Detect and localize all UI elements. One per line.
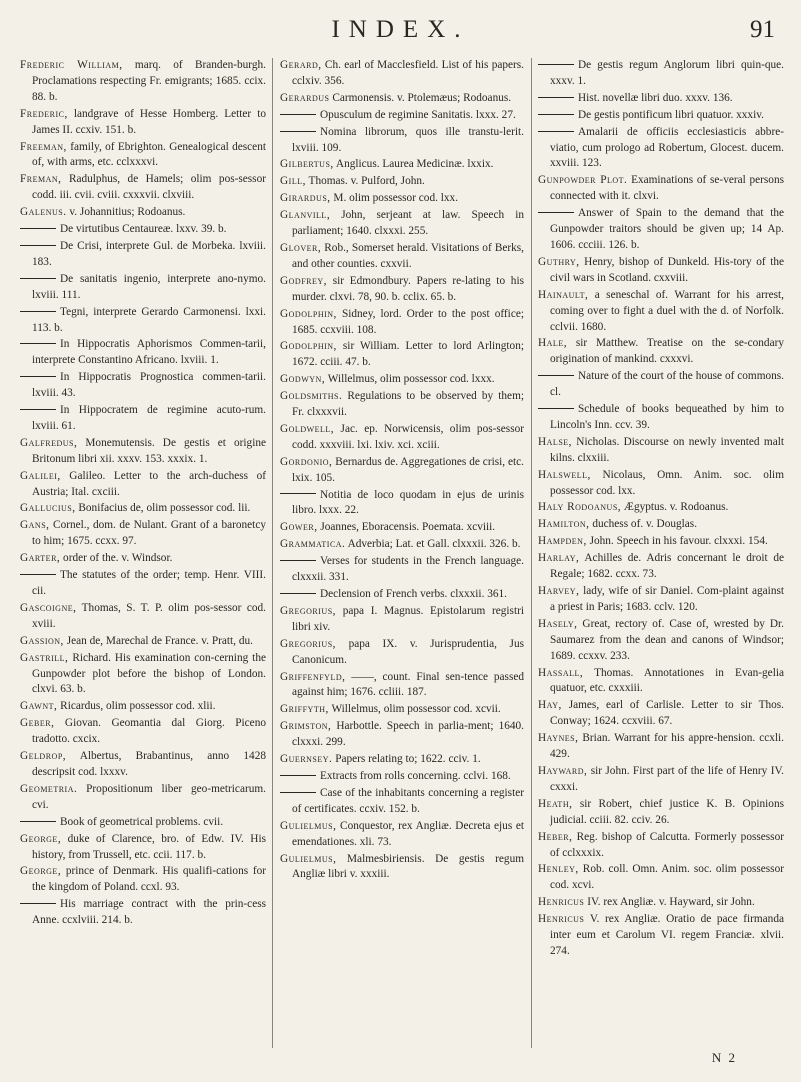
entry-heading: Gastrill,: [20, 651, 69, 664]
entry-heading: Griffyth,: [280, 703, 329, 716]
entry-heading: Gassion,: [20, 634, 64, 647]
ditto-dash: [538, 375, 574, 376]
entry-heading: Girardus,: [280, 192, 331, 205]
entry-heading: George,: [20, 865, 62, 878]
index-entry: [280, 274, 524, 306]
index-column-left: [20, 58, 266, 1048]
entry-text: James, earl of Carlisle. Letter to sir Thos. Conway; 1624. ccxviii. 67.: [550, 699, 784, 728]
entry-heading: Godolphin,: [280, 340, 337, 353]
index-entry: [280, 537, 524, 553]
ditto-dash: [280, 131, 316, 132]
entry-heading: Galilei,: [20, 469, 61, 482]
entry-heading: Geber,: [20, 717, 55, 730]
entry-text: Giovan. Geomantia dal Giorg. Piceno tradotto. cxcix.: [32, 717, 266, 746]
entry-text: Willelmus, olim possessor cod. xcvii.: [328, 703, 501, 716]
index-entry: [20, 518, 266, 550]
index-entry: [538, 255, 784, 287]
entry-heading: Gower,: [280, 521, 318, 534]
entry-text: Sidney, lord. Order to the post office; 1685. ccxviii. 108.: [292, 307, 524, 336]
entry-text: Carmonensis. v. Ptolemæus; Rodoanus.: [329, 91, 512, 104]
index-entry: [20, 716, 266, 748]
entry-text: Nature of the court of the house of commons. cl.: [550, 370, 784, 399]
index-entry: [20, 403, 266, 435]
index-entry: [20, 501, 266, 517]
entry-text: V. rex Angliæ. Oratio de pace firmanda inter eum et Carolum VI. regem Franciæ. xlvii. 274.: [550, 913, 784, 957]
entry-heading: Gill,: [280, 175, 306, 188]
entry-text: De virtutibus Centaureæ. lxxv. 39. b.: [60, 223, 227, 236]
entry-heading: Galfredus,: [20, 436, 78, 449]
entry-heading: Gascoigne,: [20, 601, 77, 614]
index-entry: [280, 637, 524, 669]
entry-heading: Godwyn,: [280, 373, 326, 386]
entry-text: Book of geometrical problems. cvii.: [60, 815, 224, 828]
entry-heading: Gulielmus,: [280, 819, 337, 832]
entry-heading: Goldsmiths.: [280, 390, 343, 403]
index-entry: [280, 208, 524, 240]
ditto-dash: [280, 775, 316, 776]
entry-text: sir Robert, chief justice K. B. Opinions judicial. cciii. 82. cciv. 26.: [550, 797, 784, 826]
entry-text: Albertus, Brabantinus, anno 1428 descripsit cod. lxxxv.: [32, 750, 266, 778]
entry-text: Answer of Spain to the demand that the Gunpowder traitors should be given up; 14 Ap. 1606. ccciii. 126. b.: [550, 207, 784, 251]
entry-heading: Henley,: [538, 863, 579, 876]
index-entry: [20, 272, 266, 304]
index-entry: [20, 305, 266, 337]
index-entry: [20, 239, 266, 271]
entry-text: v. Johannitius; Rodoanus.: [66, 206, 186, 219]
entry-text: marq. of Branden-burgh. Proclamations respecting Fr. emigrants; 1685. ccix. 88. b.: [32, 59, 266, 103]
page-number: 91: [750, 16, 775, 43]
entry-text: In Hippocratis Prognostica commen-tarii. lxviii. 43.: [32, 371, 266, 400]
entry-heading: Gans,: [20, 519, 50, 532]
index-entry: [538, 666, 784, 698]
entry-heading: Hassall,: [538, 666, 584, 679]
entry-heading: Gawnt,: [20, 700, 58, 713]
ditto-dash: [20, 821, 56, 822]
entry-text: Propositionum liber geo-metricarum. cvi.: [32, 782, 266, 811]
entry-text: Schedule of books bequeathed by him to Lincoln's Inn. ccv. 39.: [550, 403, 784, 431]
entry-heading: Gordonio,: [280, 455, 333, 468]
entry-text: Joannes, Eboracensis. Poemata. xcviii.: [317, 521, 496, 534]
index-entry: [20, 337, 266, 369]
entry-heading: Henricus: [538, 913, 585, 926]
index-entry: [280, 422, 524, 454]
index-entry: [20, 222, 266, 238]
entry-text: IV. rex Angliæ. v. Hayward, sir John.: [584, 896, 755, 909]
index-entry: [280, 719, 524, 751]
entry-text: Conquestor, rex Angliæ. Decreta ejus et emendationes. xli. 73.: [292, 819, 524, 848]
index-entry: [20, 864, 266, 896]
signature-mark: N 2: [711, 1050, 737, 1065]
entry-text: Cornel., dom. de Nulant. Grant of a baronetcy to him; 1675. ccxx. 97.: [32, 519, 266, 548]
entry-text: papa I. Magnus. Epistolarum registri libri xiv.: [292, 604, 524, 633]
ditto-dash: [20, 343, 56, 344]
entry-heading: Gunpowder Plot.: [538, 174, 628, 187]
index-entry: [20, 107, 266, 139]
entry-heading: Hamilton,: [538, 518, 590, 531]
index-entry: [280, 852, 524, 884]
entry-heading: Griffenfyld,: [280, 670, 346, 683]
entry-text: Amalarii de officiis ecclesiasticis abbre-viatio, cum prologo ad Robertum, Glocest. ducem. xxviii. 123.: [550, 125, 784, 170]
index-entry: [280, 554, 524, 586]
index-entry: [20, 634, 266, 650]
entry-text: Brian. Warrant for his appre-hension. ccxli. 429.: [550, 732, 784, 761]
index-entry: [280, 125, 524, 157]
entry-text: Nicholas. Discourse on newly invented malt kilns. clxxiii.: [550, 435, 784, 464]
ditto-dash: [538, 212, 574, 213]
index-entry: [20, 140, 266, 172]
entry-heading: Hampden,: [538, 535, 587, 548]
entry-text: De sanitatis ingenio, interprete ano-nymo. lxviii. 111.: [32, 272, 266, 301]
entry-heading: Guernsey.: [280, 753, 333, 766]
index-entry: [538, 288, 784, 336]
index-entry: [280, 455, 524, 487]
ditto-dash: [280, 593, 316, 594]
index-entry: [538, 764, 784, 796]
index-entry: [280, 307, 524, 339]
entry-text: sir William. Letter to lord Arlington; 1672. cciii. 47. b.: [292, 340, 524, 369]
entry-text: Reg. bishop of Calcutta. Formerly possessor of cclxxxix.: [550, 830, 784, 859]
entry-text: Hist. novellæ libri duo. xxxv. 136.: [578, 91, 733, 104]
index-entry: [538, 534, 784, 550]
index-entry: [280, 520, 524, 536]
entry-text: In Hippocratis Aphorismos Commen-tarii, interprete Constantino Africano. lxviii. 1.: [32, 338, 266, 367]
index-entry: [280, 389, 524, 421]
entry-heading: Freman,: [20, 173, 62, 186]
index-entry: [280, 58, 524, 90]
entry-text: ——, count. Final sen-tence passed against him; 1676. ccliii. 187.: [292, 670, 524, 699]
entry-heading: Hainault,: [538, 288, 589, 301]
index-entry: [20, 568, 266, 600]
entry-heading: Hale,: [538, 337, 568, 350]
index-entry: [538, 336, 784, 368]
index-entry: [280, 241, 524, 273]
entry-heading: Glover,: [280, 241, 322, 254]
entry-heading: Haly Rodoanus,: [538, 501, 622, 514]
ditto-dash: [20, 903, 56, 904]
entry-text: Jean de, Marechal de France. v. Pratt, du.: [63, 634, 253, 647]
entry-text: Bernardus de. Aggregationes de crisi, etc. lxix. 105.: [292, 455, 524, 484]
entry-heading: Grammatica.: [280, 538, 346, 551]
entry-text: Galileo. Letter to the arch-duchess of Austria; Ital. cxciii.: [32, 469, 266, 498]
entry-heading: Frederic William,: [20, 59, 123, 71]
index-entry: [20, 782, 266, 814]
index-entry: [20, 469, 266, 501]
entry-text: duke of Clarence, bro. of Edw. IV. His history, from Trussell, etc. ccii. 117. b.: [32, 832, 266, 861]
entry-text: Ch. earl of Macclesfield. List of his papers. cclxiv. 356.: [292, 59, 524, 87]
entry-text: duchess of. v. Douglas.: [589, 518, 698, 531]
ditto-dash: [20, 376, 56, 377]
entry-text: Ricardus, olim possessor cod. xlii.: [57, 700, 216, 713]
entry-text: family, of Ebrighton. Genealogical descent of, with arms, etc. cclxxxvi.: [32, 140, 266, 169]
entry-heading: Henricus: [538, 896, 585, 909]
index-entry: [538, 402, 784, 434]
index-entry: [538, 912, 784, 960]
entry-text: Ægyptus. v. Rodoanus.: [621, 501, 729, 514]
index-entry: [20, 651, 266, 699]
entry-text: Great, rectory of. Case of, wrested by Dr. Saumarez from the dean and canons of Windsor; 1689. ccxxv. 233.: [550, 617, 784, 662]
entry-heading: Gregorius,: [280, 637, 336, 650]
ditto-dash: [538, 114, 574, 115]
entry-text: Rob. coll. Omn. Anim. soc. olim possessor cod. xcvi.: [550, 863, 784, 892]
index-entry: [20, 370, 266, 402]
index-entry: [280, 786, 524, 818]
ditto-dash: [20, 311, 56, 312]
entry-text: His marriage contract with the prin-cess Anne. ccxlviii. 214. b.: [32, 898, 266, 927]
entry-text: Tegni, interprete Gerardo Carmonensi. lxxi. 113. b.: [32, 305, 266, 334]
entry-text: Verses for students in the French language. clxxxii. 331.: [292, 555, 524, 584]
entry-heading: Hayward,: [538, 764, 588, 777]
entry-heading: Godfrey,: [280, 274, 327, 287]
index-entry: [20, 699, 266, 715]
index-column-right: [538, 58, 784, 1048]
entry-heading: George,: [20, 832, 62, 845]
ditto-dash: [20, 574, 56, 575]
entry-text: Radulphus, de Hamels; olim pos-sessor codd. iii. cvii. cviii. cxxxvii. clxviii.: [32, 173, 266, 202]
ditto-dash: [538, 97, 574, 98]
index-entry: [280, 174, 524, 190]
ditto-dash: [20, 245, 56, 246]
entry-text: Adverbia; Lat. et Gall. clxxxii. 326. b.: [345, 538, 521, 551]
entry-text: Monemutensis. De gestis et origine Britonum libri xii. xxxv. 153. xxxix. 1.: [32, 436, 266, 465]
entry-heading: Godolphin,: [280, 307, 337, 320]
entry-text: The statutes of the order; temp. Henr. VIII. cii.: [32, 569, 266, 597]
index-entry: [20, 436, 266, 468]
index-column-middle: [272, 58, 532, 1048]
index-entry: [20, 832, 266, 864]
entry-heading: Gerardus: [280, 91, 330, 104]
ditto-dash: [280, 493, 316, 494]
ditto-dash: [280, 114, 316, 115]
entry-text: Harbottle. Speech in parlia-ment; 1640. clxxxi. 299.: [292, 720, 524, 749]
entry-heading: Freeman,: [20, 140, 67, 153]
entry-text: Bonifacius de, olim possessor cod. lii.: [75, 502, 251, 515]
index-entry: [280, 339, 524, 371]
index-entry: [280, 372, 524, 388]
entry-text: M. olim possessor cod. lxx.: [330, 192, 459, 205]
entry-heading: Galenus.: [20, 206, 67, 219]
entry-text: Case of the inhabitants concerning a register of certificates. ccxiv. 152. b.: [292, 786, 524, 815]
entry-text: Examinations of se-veral persons connected with it. clxvi.: [550, 174, 784, 203]
index-entry: [538, 173, 784, 205]
index-entry: [20, 58, 266, 106]
index-entry: [538, 731, 784, 763]
entry-text: Henry, bishop of Dunkeld. His-tory of the civil wars in Scotland. cxxviii.: [550, 255, 784, 284]
ditto-dash: [280, 560, 316, 561]
index-entry: [538, 500, 784, 516]
index-entry: [538, 862, 784, 894]
ditto-dash: [538, 408, 574, 409]
entry-heading: Heath,: [538, 797, 573, 810]
index-entry: [538, 468, 784, 500]
entry-heading: Harlay,: [538, 552, 580, 565]
entry-text: papa IX. v. Jurisprudentia, Jus Canonicum.: [292, 637, 524, 666]
entry-heading: Gallucius,: [20, 502, 76, 515]
entry-heading: Geometria.: [20, 782, 78, 795]
ditto-dash: [20, 278, 56, 279]
entry-heading: Heber,: [538, 830, 573, 843]
ditto-dash: [538, 64, 574, 65]
entry-text: a seneschal of. Warrant for his arrest, coming over to fight a duel with the d. of Norfolk. cclvii. 1680.: [550, 288, 784, 333]
entry-heading: Frederic,: [20, 107, 68, 120]
entry-text: De Crisi, interprete Gul. de Morbeka. lxviii. 183.: [32, 239, 266, 268]
index-entry: [538, 58, 784, 90]
entry-text: John, serjeant at law. Speech in parliament; 1640. clxxxi. 255.: [292, 209, 524, 238]
index-entry: [538, 830, 784, 862]
entry-text: Opusculum de regimine Sanitatis. lxxx. 27.: [320, 108, 516, 121]
entry-text: Achilles de. Adris concernant le droit de Regale; 1682. ccxx. 73.: [550, 552, 784, 581]
entry-text: Thomas. Annotationes in Evan-gelia quatuor, etc. cxxxiii.: [550, 666, 784, 695]
entry-heading: Gregorius,: [280, 604, 336, 617]
entry-text: Nomina librorum, quos ille transtu-lerit. lxviii. 109.: [292, 125, 524, 154]
entry-text: sir Edmondbury. Papers re-lating to his murder. clxvi. 78, 90. b. cclix. 65. b.: [292, 274, 524, 303]
entry-text: Notitia de loco quodam in ejus de urinis libro. lxxx. 22.: [292, 488, 524, 517]
index-entry: [280, 819, 524, 851]
entry-heading: Goldwell,: [280, 422, 335, 435]
index-entry: [280, 670, 524, 702]
index-entry: [538, 206, 784, 254]
index-columns: [20, 58, 784, 1048]
entry-text: Anglicus. Laurea Medicinæ. lxxix.: [333, 158, 494, 171]
ditto-dash: [538, 131, 574, 132]
entry-text: order of the. v. Windsor.: [60, 552, 173, 565]
entry-text: Thomas, S. T. P. olim pos-sessor cod. xviii.: [32, 601, 266, 630]
entry-text: Willelmus, olim possessor cod. lxxx.: [325, 373, 495, 386]
entry-text: De gestis regum Anglorum libri quin-que. xxxv. 1.: [550, 59, 784, 87]
ditto-dash: [280, 792, 316, 793]
entry-text: Declension of French verbs. clxxxii. 361.: [320, 588, 507, 600]
entry-text: Regulations to be observed by them; Fr. clxxxvii.: [292, 390, 524, 419]
index-entry: [538, 435, 784, 467]
index-entry: [538, 698, 784, 730]
index-entry: [20, 205, 266, 221]
index-entry: [538, 91, 784, 107]
index-entry: [538, 797, 784, 829]
index-entry: [280, 91, 524, 107]
entry-heading: Gulielmus,: [280, 852, 337, 865]
entry-heading: Guthry,: [538, 255, 580, 268]
index-entry: [280, 587, 524, 603]
entry-text: Extracts from rolls concerning. cclvi. 168.: [320, 769, 511, 782]
index-entry: [280, 191, 524, 207]
entry-heading: Geldrop,: [20, 750, 67, 763]
entry-text: Malmesbiriensis. De gestis regum Angliæ libri v. xxxiii.: [292, 852, 524, 881]
ditto-dash: [20, 228, 56, 229]
index-entry: [20, 601, 266, 633]
entry-text: Papers relating to; 1622. cciv. 1.: [332, 753, 481, 766]
entry-text: sir John. First part of the life of Henry IV. cxxxi.: [550, 764, 784, 793]
entry-heading: Gilbertus,: [280, 158, 334, 171]
entry-heading: Hasely,: [538, 617, 578, 630]
ditto-dash: [20, 409, 56, 410]
index-entry: [20, 551, 266, 567]
entry-heading: Halse,: [538, 435, 572, 448]
entry-heading: Halswell,: [538, 468, 591, 481]
index-entry: [280, 769, 524, 785]
index-entry: [20, 172, 266, 204]
index-entry: [20, 815, 266, 831]
entry-heading: Harvey,: [538, 585, 580, 597]
index-entry: [280, 702, 524, 718]
index-entry: [538, 369, 784, 401]
index-entry: [538, 125, 784, 173]
entry-text: Richard. His examination con-cerning the Gunpowder plot before the bishop of London. clxvi. 63. b.: [32, 651, 266, 696]
entry-text: lady, wife of sir Daniel. Com-plaint against a priest in Paris; 1683. cclv. 120.: [550, 585, 784, 613]
entry-text: Nicolaus, Omn. Anim. soc. olim possessor cod. lxx.: [550, 468, 784, 497]
index-entry: [538, 895, 784, 911]
index-entry: [538, 108, 784, 124]
entry-heading: Garter,: [20, 552, 61, 565]
index-entry: [538, 551, 784, 583]
index-entry: [280, 157, 524, 173]
index-entry: [20, 749, 266, 781]
entry-text: landgrave of Hesse Homberg. Letter to James II. ccxiv. 151. b.: [32, 107, 266, 136]
index-entry: [280, 108, 524, 124]
index-entry: [20, 897, 266, 929]
entry-heading: Grimston,: [280, 720, 332, 733]
entry-text: In Hippocratem de regimine acuto-rum. lxviii. 61.: [32, 404, 266, 432]
index-entry: [538, 617, 784, 665]
index-entry: [538, 584, 784, 616]
entry-text: prince of Denmark. His qualifi-cations for the kingdom of Poland. ccxl. 93.: [32, 865, 266, 894]
index-entry: [538, 517, 784, 533]
index-entry: [280, 488, 524, 520]
entry-heading: Haynes,: [538, 732, 579, 745]
entry-text: John. Speech in his favour. clxxxi. 154.: [586, 535, 768, 548]
entry-text: Thomas. v. Pulford, John.: [305, 175, 425, 188]
index-entry: [280, 752, 524, 768]
index-entry: [280, 604, 524, 636]
page-header: [20, 16, 781, 46]
entry-text: sir Matthew. Treatise on the se-condary origination of mankind. cxxxvi.: [550, 337, 784, 366]
entry-text: Rob., Somerset herald. Visitations of Berks, and other counties. cxxvii.: [292, 241, 524, 270]
entry-heading: Hay,: [538, 699, 562, 712]
page-title: INDEX.: [331, 16, 470, 43]
entry-text: Jac. ep. Norwicensis, olim pos-sessor codd. xxxviii. lxi. lxiv. xci. xciii.: [292, 422, 524, 451]
entry-text: De gestis pontificum libri quatuor. xxxiv.: [578, 108, 764, 121]
entry-heading: Gerard,: [280, 59, 322, 71]
entry-heading: Glanvill,: [280, 209, 331, 222]
